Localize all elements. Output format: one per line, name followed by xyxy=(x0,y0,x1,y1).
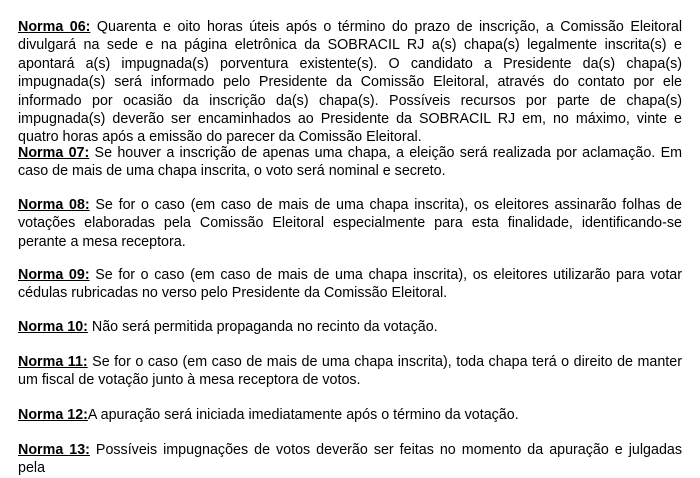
norma-11-text: Se for o caso (em caso de mais de uma chapa inscrita), toda chapa terá o direito de manter um fiscal de votação junto à mesa receptora de votos. xyxy=(18,354,682,389)
norma-06-label: Norma 06: xyxy=(18,19,91,35)
norma-13-label: Norma 13: xyxy=(18,442,90,458)
norma-12-paragraph xyxy=(18,406,682,424)
norma-12-label: Norma 12: xyxy=(18,407,88,423)
norma-09-paragraph xyxy=(18,266,682,303)
norma-09-label: Norma 09: xyxy=(18,267,90,283)
norma-08-paragraph xyxy=(18,196,682,251)
norma-06-text: Quarenta e oito horas úteis após o término do prazo de inscrição, a Comissão Eleitoral divulgará na sede e na página eletrônica da SOBRACIL RJ a(s) chapa(s) legalmente inscrita(s) e apontará a(s) impugnada(s) porventura existente(s). O candidato a Presidente da(s) chapa(s) impugnada(s) será informado pelo Presidente da Comissão Eleitoral, através do contato por ele informado por ocasião da inscrição da(s) chapa(s). Possíveis recursos por parte de chapa(s) impugnada(s) deverão ser encaminhados ao Presidente da SOBRACIL RJ em, no máximo, vinte e quatro horas após a emissão do parecer da Comissão Eleitoral. xyxy=(18,19,682,146)
norma-09-text: Se for o caso (em caso de mais de uma chapa inscrita), os eleitores utilizarão para votar cédulas rubricadas no verso pelo Presidente da Comissão Eleitoral. xyxy=(18,267,683,302)
norma-06-paragraph xyxy=(18,18,682,147)
norma-13-paragraph xyxy=(18,441,682,477)
norma-13-text: Possíveis impugnações de votos deverão ser feitas no momento da apuração e julgadas pela xyxy=(18,442,682,477)
norma-07-label: Norma 07: xyxy=(18,145,90,161)
norma-10-label: Norma 10: xyxy=(18,319,88,335)
norma-11-paragraph xyxy=(18,353,682,390)
norma-11-label: Norma 11: xyxy=(18,354,88,370)
norma-10-text: Não será permitida propaganda no recinto da votação. xyxy=(87,319,438,335)
norma-07-text: Se houver a inscrição de apenas uma chapa, a eleição será realizada por aclamação. Em caso de mais de uma chapa inscrita, o voto será nominal e secreto. xyxy=(18,145,683,180)
norma-12-text: A apuração será iniciada imediatamente após o término da votação. xyxy=(87,407,519,423)
norma-08-label: Norma 08: xyxy=(18,197,90,213)
norma-08-text: Se for o caso (em caso de mais de uma chapa inscrita), os eleitores assinarão folhas de votações elaboradas pela Comissão Eleitoral especialmente para esta finalidade, identificando-se perante a mesa receptora. xyxy=(18,197,682,250)
norma-07-paragraph xyxy=(18,144,682,181)
norma-10-paragraph xyxy=(18,318,682,336)
